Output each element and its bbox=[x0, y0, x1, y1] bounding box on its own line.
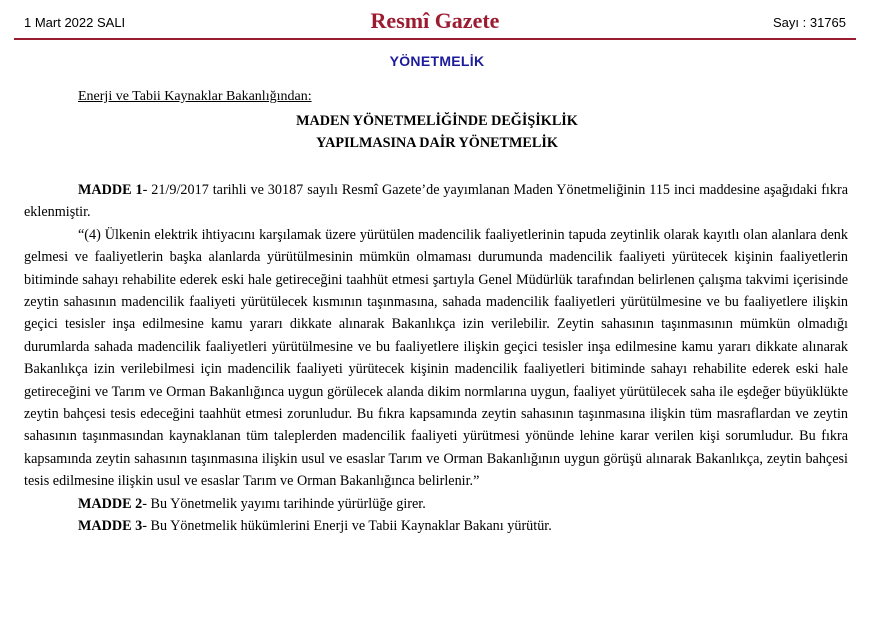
publication-date: 1 Mart 2022 SALI bbox=[24, 15, 126, 30]
article-text: “(4) Ülkenin elektrik ihtiyacını karşılamak üzere yürütülen madencilik faaliyetlerinin tapuda zeytinlik olarak kayıtlı olan alanlara denk gelmesi ve faaliyetlerin başka alanlarda yürütülmesinin mümkün olmaması durumunda madencilik faaliyeti yürütecek kişinin faaliyetlerin bitiminde sahayı rehabilite ederek eski hale getireceğini taahhüt etmesi şartıyla Genel Müdürlük tarafından belirlenen çalışma takvimi içerisinde zeytin sahasının madencilik faaliyeti yürütülecek kısmının taşınmasına, sahada madencilik faaliyetleri yürütülmesine ve bu faaliyetlere ilişkin geçici tesisler inşa edilmesine kamu yararı dikkate alınarak Bakanlıkça izin verilebilir. Zeytin sahasının taşınmasının mümkün olmadığı durumlarda sahada madencilik faaliyetleri yürütülmesine ve bu faaliyetlere ilişkin geçici tesisler inşa edilmesine kamu yararı dikkate alınarak Bakanlıkça izin verilebilmesi için madencilik faaliyeti yürütecek kişinin madencilik faaliyetleri bitiminde sahayı rehabilite ederek eski hale getireceğini ve Tarım ve Orman Bakanlığınca uygun görülecek alanda dikim normlarına uygun, faaliyet yürütülecek saha ile eşdeğer büyüklükte zeytin bahçesi tesis edeceğini taahhüt etmesi zorunludur. Bu fıkra kapsamında zeytin sahasının taşınmasına ilişkin tüm masraflardan ve zeytin sahasının taşınmasından kaynaklanan tüm taleplerden madencilik faaliyeti yürütmesi yönünde lehine karar verilen kişi sorumludur. Bu fıkra kapsamında zeytin sahasının taşınmasına ilişkin usul ve esaslar Tarım ve Orman Bakanlığının uygun görüşü alınarak Bakanlıkça, zeytin bahçesi tesis edilmesine ilişkin usul ve esaslar Tarım ve Orman Bakanlığınca belirlenir.” bbox=[24, 226, 848, 490]
article-1-paragraph-4 bbox=[24, 224, 848, 493]
gazette-title: Resmî Gazete bbox=[370, 8, 500, 33]
regulation-body bbox=[24, 179, 848, 538]
issue-number: Sayı : 31765 bbox=[773, 15, 846, 30]
article-label: MADDE 2 bbox=[78, 495, 143, 512]
article-label: MADDE 3 bbox=[78, 518, 143, 535]
article-2 bbox=[24, 493, 848, 515]
issuing-ministry: Enerji ve Tabii Kaynaklar Bakanlığından: bbox=[78, 89, 312, 104]
article-text: - Bu Yönetmelik yayımı tarihinde yürürlüğe girer. bbox=[142, 495, 426, 512]
regulation-title-line-1: MADEN YÖNETMELİĞİNDE DEĞİŞİKLİK bbox=[296, 113, 578, 129]
gazette-header bbox=[14, 6, 856, 40]
section-heading: YÖNETMELİK bbox=[389, 53, 485, 69]
article-3 bbox=[24, 515, 848, 537]
article-text: - 21/9/2017 tarihli ve 30187 sayılı Resmî Gazete’de yayımlanan Maden Yönetmeliğinin 115 inci maddesine aşağıdaki fıkra eklenmiştir. bbox=[24, 182, 848, 221]
regulation-title-line-2: YAPILMASINA DAİR YÖNETMELİK bbox=[316, 135, 558, 151]
regulation-title bbox=[0, 110, 874, 154]
article-1 bbox=[24, 179, 848, 224]
article-label: MADDE 1 bbox=[78, 182, 143, 198]
article-text: - Bu Yönetmelik hükümlerini Enerji ve Tabii Kaynaklar Bakanı yürütür. bbox=[142, 518, 552, 535]
header-divider bbox=[14, 38, 856, 40]
